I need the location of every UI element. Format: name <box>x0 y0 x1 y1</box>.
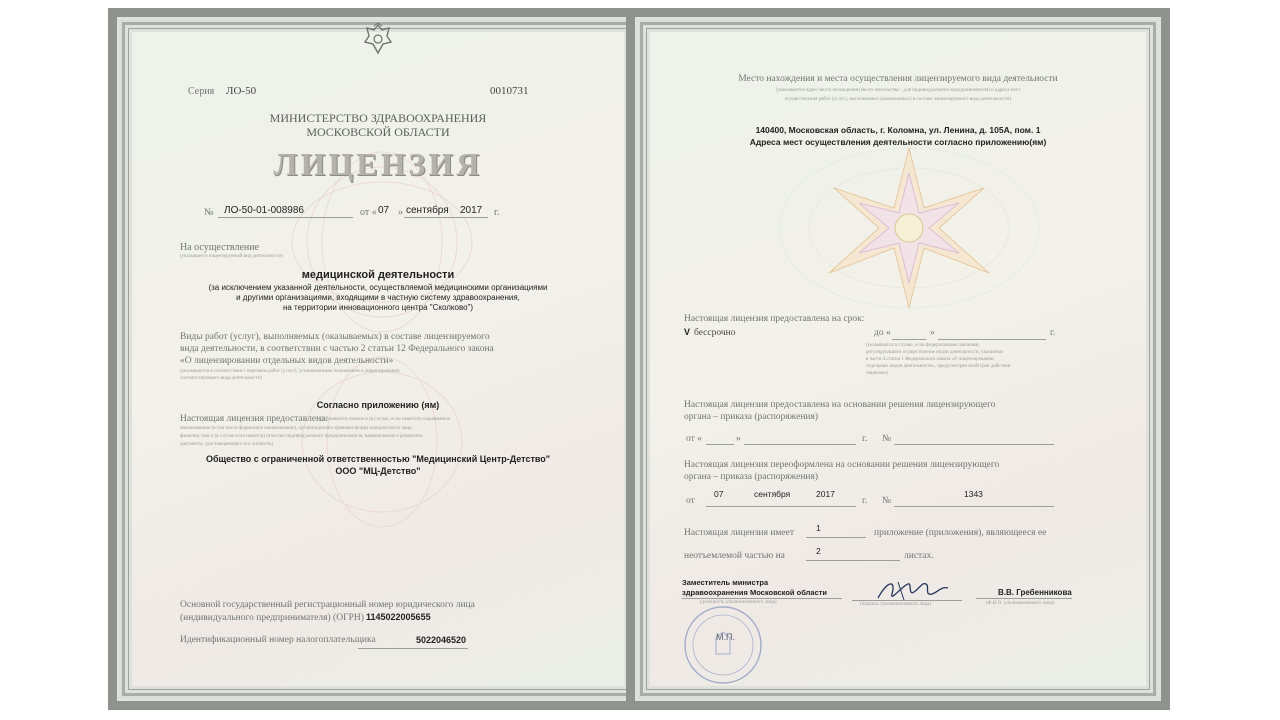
rosette-watermark <box>744 128 1074 328</box>
date-quote: » <box>398 207 403 218</box>
basis-year: г. <box>862 434 868 444</box>
address-note: Адреса мест осуществления деятельности согласно приложению(ям) <box>749 137 1047 147</box>
annex-line-1b: приложение (приложения), являющееся ее <box>874 528 1047 538</box>
term-hint-4: отдельных видов деятельности», предусмотрен иной срок действия <box>866 364 1011 369</box>
signature-hint: (подпись уполномоченного лица) <box>860 602 932 607</box>
signer-name: В.В. Гребенникова <box>998 588 1072 597</box>
basis-from: от « <box>686 434 702 444</box>
activity-note-3: на территории инновационного центра "Сколково") <box>282 303 474 312</box>
blank-number: 0010731 <box>490 85 529 97</box>
until-year: г. <box>1050 328 1056 338</box>
ogrn-line-2: (индивидуального предпринимателя) (ОГРН) <box>180 613 364 623</box>
coat-of-arms-icon <box>362 22 394 56</box>
ogrn-value: 1145022005655 <box>366 612 431 622</box>
signer-name-hint: (Ф.И.О. уполномоченного лица) <box>986 601 1055 606</box>
activity-note-1: (за исключением указанной деятельности, осуществляемой медицинскими организациями <box>208 283 548 292</box>
license-month: сентября <box>406 205 449 216</box>
number-underline <box>218 217 353 218</box>
signature-line <box>852 600 962 601</box>
activity-type: медицинской деятельности <box>301 269 455 281</box>
term-hint-3: в части 4 статьи 1 Федерального закона «О лицензировании <box>866 357 994 362</box>
basis-number-label: № <box>882 434 892 444</box>
license-year: 2017 <box>460 205 483 216</box>
basis-line-2: органа – приказа (распоряжения) <box>684 412 819 422</box>
reissue-number-label: № <box>882 496 892 506</box>
until-quote: » <box>930 328 935 338</box>
reissue-date-line <box>706 506 856 507</box>
until-label: до « <box>874 328 891 338</box>
document-title: ЛИЦЕНЗИЯ <box>273 146 483 182</box>
ministry-line-1: МИНИСТЕРСТВО ЗДРАВООХРАНЕНИЯ <box>269 111 487 125</box>
term-value: бессрочно <box>694 328 736 338</box>
term-hint-1: (указывается в случае, если федеральными законами, <box>866 343 980 348</box>
ogrn-line-1: Основной государственный регистрационный номер юридического лица <box>180 600 475 610</box>
date-underline <box>404 217 488 218</box>
activity-intro: На осуществление <box>180 242 260 253</box>
name-line <box>976 598 1072 599</box>
reissue-line-1: Настоящая лицензия переоформлена на основании решения лицензирующего <box>684 460 1000 470</box>
year-suffix: г. <box>494 207 500 218</box>
term-hint-5: лицензии) <box>866 371 888 376</box>
position-line <box>682 598 842 599</box>
license-day: 07 <box>378 205 390 216</box>
basis-number-line <box>894 444 1054 445</box>
reissue-from: от <box>686 496 695 506</box>
signer-position-hint: (должность уполномоченного лица) <box>700 600 777 605</box>
works-line-3: «О лицензировании отдельных видов деятельности» <box>180 356 394 366</box>
series-value: ЛО-50 <box>226 85 257 97</box>
granted-hint-4: документа, удостоверяющего его личность) <box>180 442 274 447</box>
works-hint-2: соответствующего вида деятельности) <box>180 376 263 381</box>
license-back-page <box>626 8 1170 710</box>
basis-month-line <box>744 444 856 445</box>
annex-line-2b: листах. <box>904 551 934 561</box>
organization-full-name: Общество с ограниченной ответственностью "Медицинский Центр-Детство" <box>205 454 551 464</box>
inn-value: 5022046520 <box>416 635 467 645</box>
until-day-line <box>892 339 926 340</box>
annex-line-2a: неотъемлемой частью на <box>684 551 785 561</box>
annex-pages: 2 <box>816 546 821 556</box>
reissue-line-2: органа – приказа (распоряжения) <box>684 472 819 482</box>
term-hint-2: регулирующими осуществление видов деятельности, указанных <box>866 350 1004 355</box>
organization-short-name: ООО "МЦ-Детство" <box>335 466 421 476</box>
until-month-line <box>938 339 1046 340</box>
inn-label: Идентификационный номер налогоплательщика <box>180 635 376 645</box>
ministry-line-2: МОСКОВСКОЙ ОБЛАСТИ <box>306 125 450 139</box>
date-from-label: от « <box>360 207 377 218</box>
annex-count-line <box>806 537 866 538</box>
number-label: № <box>204 207 214 218</box>
official-seal-icon <box>682 604 764 686</box>
activity-hint: (указывается лицензируемый вид деятельности) <box>180 254 283 259</box>
annex-count: 1 <box>816 523 821 533</box>
signer-position-2: здравоохранения Московской области <box>682 588 828 597</box>
license-front-page <box>108 8 648 710</box>
reissue-year-suffix: г. <box>862 496 868 506</box>
annex-pages-line <box>806 560 900 561</box>
place-hint-2: осуществления работ (услуг), выполняемых (оказываемых) в составе лицензируемого вида деятельности) <box>784 97 1012 102</box>
term-checkmark: V <box>684 327 691 337</box>
works-line-2: вида деятельности, в соответствии с частью 2 статьи 12 Федерального закона <box>180 344 494 354</box>
granted-hint-3: фамилия, имя и (в случае если имеется) отчество индивидуального предпринимателя, наименование и реквизиты <box>180 434 423 439</box>
term-label: Настоящая лицензия предоставлена на срок: <box>684 314 865 324</box>
address-value: 140400, Московская область, г. Коломна, ул. Ленина, д. 105А, пом. 1 <box>755 125 1041 135</box>
according-annex: Согласно приложению (ям) <box>316 400 440 410</box>
signer-position-1: Заместитель министра <box>682 578 769 587</box>
inn-underline <box>358 648 468 649</box>
annex-line-1a: Настоящая лицензия имеет <box>684 528 795 538</box>
stamp-label: М.П. <box>716 632 735 642</box>
place-hint-1: (указываются адрес места нахождения (место жительства – для индивидуального предпринимателя) и адреса мест <box>775 88 1021 93</box>
granted-hint-1: (указывается полное и (в случае, если имеется) сокращенное <box>320 417 451 422</box>
works-hint-1: (указываются в соответствии с перечнем работ (услуг), установленным положением о лицензировании <box>180 369 400 374</box>
place-label: Место нахождения и места осуществления лицензируемого вида деятельности <box>738 74 1058 84</box>
granted-label: Настоящая лицензия предоставлена: <box>180 414 329 424</box>
granted-hint-2: наименование (в том числе фирменное наименование), организационно-правовая форма юридического лица, <box>180 426 413 431</box>
reissue-year: 2017 <box>816 489 835 499</box>
reissue-number: 1343 <box>964 489 983 499</box>
basis-quote: » <box>736 434 741 444</box>
activity-note-2: и другими организациями, входящими в частную систему здравоохранения, <box>236 293 520 302</box>
basis-day-line <box>706 444 734 445</box>
series-label: Серия <box>188 86 215 97</box>
works-line-1: Виды работ (услуг), выполняемых (оказываемых) в составе лицензируемого <box>180 332 490 342</box>
basis-line-1: Настоящая лицензия предоставлена на основании решения лицензирующего <box>684 400 996 410</box>
license-number: ЛО-50-01-008986 <box>224 205 304 216</box>
reissue-month: сентября <box>754 489 791 499</box>
reissue-day: 07 <box>714 489 724 499</box>
reissue-number-line <box>894 506 1054 507</box>
